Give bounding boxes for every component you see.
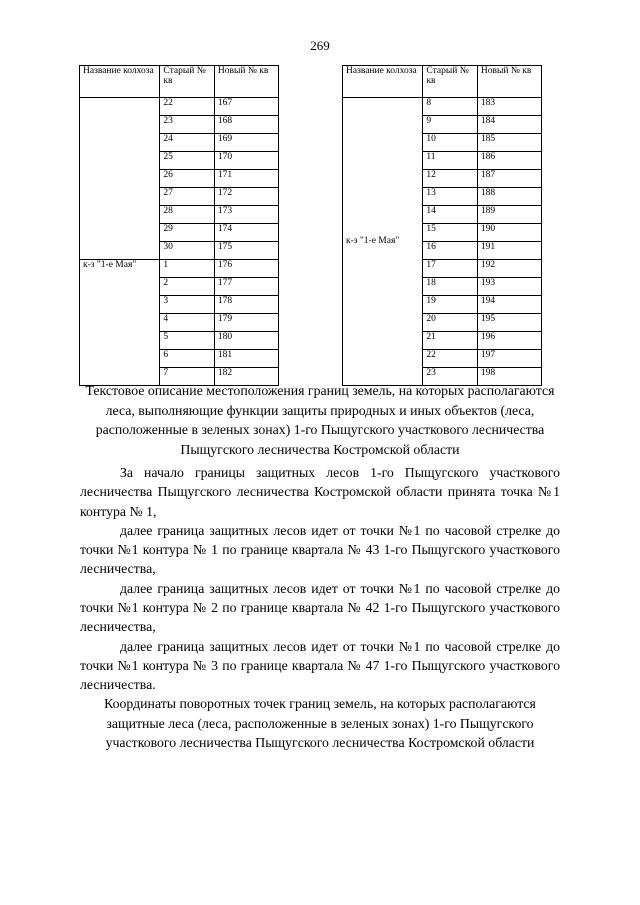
new-quarter-cell: 193 [477,278,541,296]
new-quarter-cell: 181 [214,350,278,368]
table-row [80,98,279,116]
new-quarter-cell: 170 [214,152,278,170]
header-farm-name: Название колхоза [80,66,160,98]
new-quarter-cell: 169 [214,134,278,152]
table-row [80,260,279,278]
new-quarter-cell: 198 [477,368,541,386]
old-quarter-cell: 24 [160,134,215,152]
new-quarter-cell: 176 [214,260,278,278]
old-quarter-cell: 2 [160,278,215,296]
header-new-quarter: Новый № кв [214,66,278,98]
new-quarter-cell: 191 [477,242,541,260]
section-heading-coordinates: Координаты поворотных точек границ земель, на которых располагаются защитные леса (леса, расположенные в зеленых зонах) 1-го Пыщугского участкового лесничества Пыщугского лесничества Костромской области [104,696,536,750]
new-quarter-cell: 197 [477,350,541,368]
old-quarter-cell: 12 [423,170,478,188]
old-quarter-cell: 22 [423,350,478,368]
new-quarter-cell: 196 [477,332,541,350]
new-quarter-cell: 171 [214,170,278,188]
new-quarter-cell: 174 [214,224,278,242]
old-quarter-cell: 14 [423,206,478,224]
header-old-quarter: Старый № кв [423,66,478,98]
new-quarter-cell: 187 [477,170,541,188]
paragraph: далее граница защитных лесов идет от точки №1 по часовой стрелке до точки №1 контура № 2 по границе квартала № 42 1-го Пыщугского участкового лесничества, [80,580,560,635]
table-header-row [343,66,542,98]
old-quarter-cell: 28 [160,206,215,224]
old-quarter-cell: 23 [160,116,215,134]
old-quarter-cell: 22 [160,98,215,116]
old-quarter-cell: 18 [423,278,478,296]
old-quarter-cell: 27 [160,188,215,206]
old-quarter-cell: 21 [423,332,478,350]
new-quarter-cell: 192 [477,260,541,278]
farm-name-cell: к-з "1-е Мая" [80,260,160,386]
new-quarter-cell: 177 [214,278,278,296]
old-quarter-cell: 17 [423,260,478,278]
old-quarter-cell: 8 [423,98,478,116]
new-quarter-cell: 184 [477,116,541,134]
old-quarter-cell: 10 [423,134,478,152]
old-quarter-cell: 5 [160,332,215,350]
table-header-row [80,66,279,98]
old-quarter-cell: 16 [423,242,478,260]
old-quarter-cell: 9 [423,116,478,134]
new-quarter-cell: 178 [214,296,278,314]
farm-name-cell [80,98,160,260]
paragraph: далее граница защитных лесов идет от точки №1 по часовой стрелке до точки №1 контура № 1 по границе квартала № 43 1-го Пыщугского участкового лесничества, [80,522,560,577]
header-new-quarter: Новый № кв [477,66,541,98]
boundary-description-text [80,463,560,695]
paragraph: За начало границы защитных лесов 1-го Пыщугского участкового лесничества Пыщугского лесничества Костромской области принята точка №1 контура № 1, [80,465,560,519]
new-quarter-cell: 188 [477,188,541,206]
new-quarter-cell: 189 [477,206,541,224]
section-heading-boundary-description: Текстовое описание местоположения границ земель, на которых располагаются леса, выполняющие функции защиты природных и иных объектов (леса, расположенные в зеленых зонах) 1-го Пыщугского участкового лесничества Пыщугского лесничества Костромской области [85,383,555,457]
new-quarter-cell: 186 [477,152,541,170]
new-quarter-cell: 168 [214,116,278,134]
new-quarter-cell: 185 [477,134,541,152]
new-quarter-cell: 172 [214,188,278,206]
new-quarter-cell: 167 [214,98,278,116]
table-row [343,98,542,116]
old-quarter-cell: 4 [160,314,215,332]
old-quarter-cell: 1 [160,260,215,278]
new-quarter-cell: 194 [477,296,541,314]
quarter-renumbering-table-left [79,65,279,386]
new-quarter-cell: 179 [214,314,278,332]
new-quarter-cell: 182 [214,368,278,386]
new-quarter-cell: 195 [477,314,541,332]
old-quarter-cell: 6 [160,350,215,368]
old-quarter-cell: 15 [423,224,478,242]
new-quarter-cell: 180 [214,332,278,350]
old-quarter-cell: 11 [423,152,478,170]
new-quarter-cell: 190 [477,224,541,242]
old-quarter-cell: 30 [160,242,215,260]
old-quarter-cell: 25 [160,152,215,170]
old-quarter-cell: 26 [160,170,215,188]
old-quarter-cell: 7 [160,368,215,386]
old-quarter-cell: 19 [423,296,478,314]
new-quarter-cell: 173 [214,206,278,224]
old-quarter-cell: 29 [160,224,215,242]
new-quarter-cell: 175 [214,242,278,260]
page-number: 269 [310,38,330,53]
farm-name-cell: к-з "1-е Мая" [343,98,423,386]
new-quarter-cell: 183 [477,98,541,116]
old-quarter-cell: 3 [160,296,215,314]
old-quarter-cell: 20 [423,314,478,332]
header-farm-name: Название колхоза [343,66,423,98]
old-quarter-cell: 13 [423,188,478,206]
quarter-renumbering-table-right [342,65,542,386]
paragraph: далее граница защитных лесов идет от точки №1 по часовой стрелке до точки №1 контура № 3 по границе квартала № 47 1-го Пыщугского участкового лесничества. [80,638,560,693]
old-quarter-cell: 23 [423,368,478,386]
header-old-quarter: Старый № кв [160,66,215,98]
